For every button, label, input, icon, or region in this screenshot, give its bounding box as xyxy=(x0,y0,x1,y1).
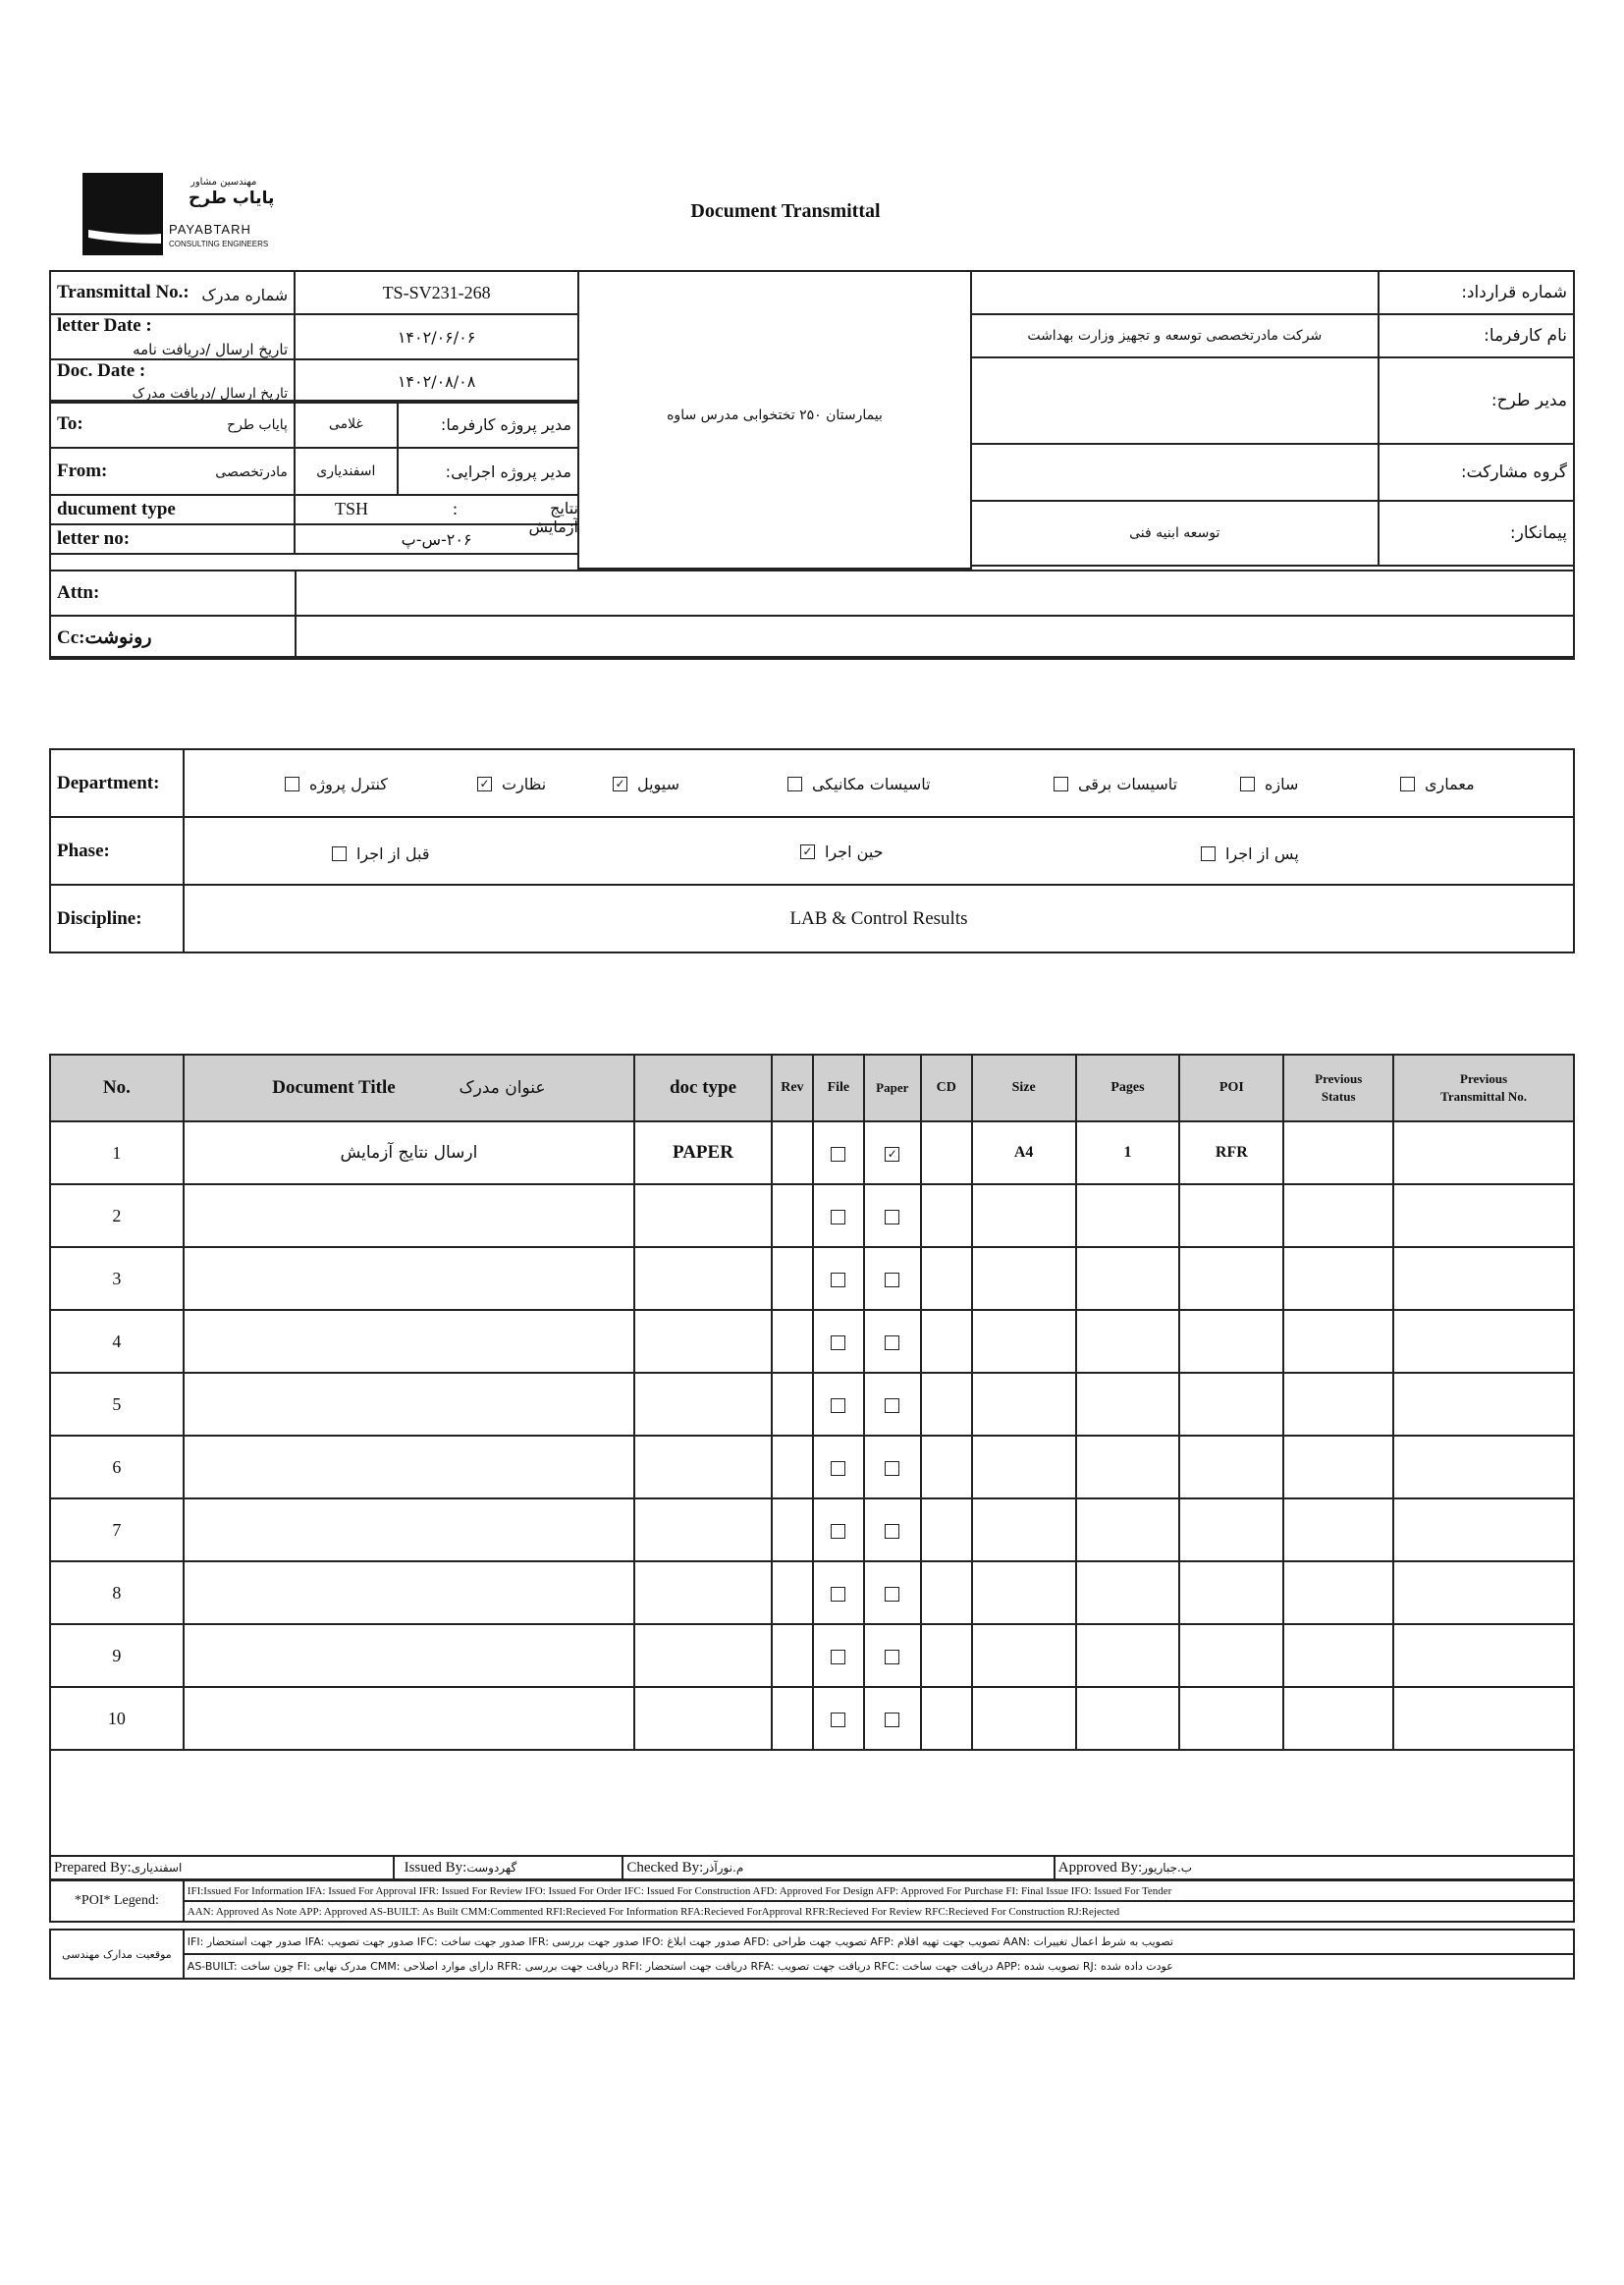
row-prev-transmittal xyxy=(1393,1687,1574,1750)
dept-option-label: تاسیسات مکانیکی xyxy=(811,774,931,793)
employer-manager-value: غلامی xyxy=(295,401,398,448)
table-row xyxy=(50,1436,1574,1498)
checkbox-checked-icon[interactable]: ✓ xyxy=(885,1147,899,1162)
row-title xyxy=(184,1624,634,1687)
partnership-value xyxy=(971,444,1379,501)
phase-label: Phase: xyxy=(50,817,184,885)
row-pages xyxy=(1076,1687,1180,1750)
row-poi xyxy=(1179,1310,1283,1373)
approved-by-value: ب.جباریور xyxy=(1142,1860,1193,1875)
checked-by-cell xyxy=(623,1856,1054,1879)
row-title: ارسال نتایج آزمایش xyxy=(184,1121,634,1184)
doc-type-code: TSH xyxy=(335,499,369,518)
row-rev xyxy=(772,1561,813,1624)
poi-legend-line1: IFI:Issued For Information IFA: Issued For Approval IFR: Issued For Review IFO: Issued For Order IFC: Issued For Construction AFD: Approved For Design AFP: Approved For Purchase FI: Final Issue IFO: Issued For Tender xyxy=(184,1880,1574,1901)
to-label: To: xyxy=(57,413,83,434)
row-size xyxy=(972,1498,1076,1561)
checkbox-icon[interactable] xyxy=(831,1398,845,1413)
row-paper xyxy=(864,1247,921,1310)
col-header-prev-status-1: Previous xyxy=(1315,1071,1363,1086)
row-prev-transmittal xyxy=(1393,1436,1574,1498)
row-paper xyxy=(864,1373,921,1436)
table-row xyxy=(50,1121,1574,1184)
checkbox-icon[interactable] xyxy=(1240,777,1255,791)
doc-type-cell xyxy=(295,495,578,536)
employer-label: نام کارفرما: xyxy=(1379,314,1574,357)
col-header-prev-status-2: Status xyxy=(1321,1089,1356,1104)
row-doc-type xyxy=(634,1373,772,1436)
contract-no-value xyxy=(971,271,1379,314)
row-prev-status xyxy=(1283,1624,1393,1687)
checkbox-icon[interactable] xyxy=(885,1713,899,1727)
signatures-table xyxy=(49,1855,1575,1880)
transmittal-no-value: TS-SV231-268 xyxy=(295,271,578,314)
row-paper xyxy=(864,1561,921,1624)
doc-date-label-en: Doc. Date : xyxy=(57,360,146,381)
row-paper xyxy=(864,1624,921,1687)
prepared-by-label: Prepared By: xyxy=(54,1859,132,1876)
row-prev-transmittal xyxy=(1393,1121,1574,1184)
transmittal-label-fa: شماره مدرک xyxy=(201,285,289,304)
checkbox-icon[interactable] xyxy=(831,1587,845,1602)
row-no: 7 xyxy=(50,1498,184,1561)
col-header-title-en: Document Title xyxy=(272,1077,396,1098)
row-poi xyxy=(1179,1687,1283,1750)
transmittal-no-label xyxy=(50,271,295,314)
table-row xyxy=(50,1498,1574,1561)
attn-value[interactable] xyxy=(296,571,1574,616)
col-header-pages: Pages xyxy=(1076,1055,1180,1121)
employer-value: شرکت مادرتخصصی توسعه و تجهیز وزارت بهداشت xyxy=(971,314,1379,357)
dept-option-supervision[interactable] xyxy=(477,750,546,817)
logo-sub: CONSULTING ENGINEERS xyxy=(169,240,269,248)
dept-option-mechanical[interactable] xyxy=(787,750,931,817)
row-rev xyxy=(772,1624,813,1687)
letter-no-value: ۲۰۶-س-پ xyxy=(295,524,578,554)
contract-no-label: شماره قرارداد: xyxy=(1379,271,1574,314)
design-manager-value xyxy=(971,357,1379,444)
row-pages xyxy=(1076,1561,1180,1624)
row-title xyxy=(184,1498,634,1561)
col-header-prev-trans-2: Transmittal No. xyxy=(1440,1089,1528,1104)
col-header-poi: POI xyxy=(1179,1055,1283,1121)
row-prev-transmittal xyxy=(1393,1310,1574,1373)
exec-manager-label: مدیر پروژه اجرایی: xyxy=(398,448,578,495)
info-right-table xyxy=(970,270,1575,567)
logo-mark-icon xyxy=(82,173,163,255)
row-cd xyxy=(921,1436,972,1498)
legend-table xyxy=(49,1879,1575,1980)
company-logo xyxy=(82,173,289,257)
row-prev-status xyxy=(1283,1247,1393,1310)
letter-date-label xyxy=(50,314,295,359)
dept-option-architecture[interactable] xyxy=(1400,750,1475,817)
row-file xyxy=(813,1624,864,1687)
remarks-area xyxy=(49,1746,1575,1857)
checkbox-icon[interactable] xyxy=(831,1210,845,1224)
row-pages xyxy=(1076,1184,1180,1247)
phase-option-label: قبل از اجرا xyxy=(355,843,430,863)
dept-option-label: نظارت xyxy=(501,774,547,793)
poi-legend-line2: AAN: Approved As Note APP: Approved AS-BUILT: As Built CMM:Commented RFI:Recieved For Information RFA:Recieved ForApproval RFR:Recieved For Review RFC:Recieved For Construction RJ:Rejected xyxy=(184,1901,1574,1922)
row-prev-transmittal xyxy=(1393,1373,1574,1436)
row-cd xyxy=(921,1247,972,1310)
doc-date-label-fa: تاریخ ارسال /دریافت مدرک xyxy=(132,386,289,402)
legend-spacer xyxy=(50,1922,1574,1930)
checkbox-checked-icon[interactable]: ✓ xyxy=(800,844,815,859)
logo-fa-line1: مهندسین مشاور xyxy=(190,177,257,188)
col-header-rev: Rev xyxy=(772,1055,813,1121)
row-prev-transmittal xyxy=(1393,1561,1574,1624)
col-header-paper: Paper xyxy=(864,1055,921,1121)
row-file xyxy=(813,1561,864,1624)
dept-option-civil[interactable] xyxy=(613,750,679,817)
row-no: 5 xyxy=(50,1373,184,1436)
col-header-no: No. xyxy=(50,1055,184,1121)
checkbox-icon[interactable] xyxy=(1201,846,1216,861)
row-rev xyxy=(772,1310,813,1373)
dept-option-structure[interactable] xyxy=(1240,750,1298,817)
row-cd xyxy=(921,1561,972,1624)
table-row xyxy=(50,1624,1574,1687)
info-doctype-table xyxy=(49,494,579,555)
col-header-size: Size xyxy=(972,1055,1076,1121)
row-cd xyxy=(921,1624,972,1687)
doc-type-value: نتایج آزمایش xyxy=(528,499,578,536)
checkbox-icon[interactable] xyxy=(787,777,802,791)
from-cell xyxy=(50,448,295,495)
row-prev-status xyxy=(1283,1561,1393,1624)
transmittal-label-en: Transmittal No.: xyxy=(57,281,189,302)
row-size xyxy=(972,1247,1076,1310)
phase-option-label: حین اجرا xyxy=(824,842,884,861)
discipline-label: Discipline: xyxy=(50,885,184,952)
doc-date-value: ۱۴۰۲/۰۸/۰۸ xyxy=(295,359,578,403)
row-doc-type xyxy=(634,1247,772,1310)
dept-option-label: سازه xyxy=(1264,774,1299,793)
row-paper xyxy=(864,1687,921,1750)
row-prev-status xyxy=(1283,1687,1393,1750)
row-no: 6 xyxy=(50,1436,184,1498)
row-paper xyxy=(864,1184,921,1247)
letter-no-label: letter no: xyxy=(50,524,295,554)
project-name: بیمارستان ۲۵۰ تختخوابی مدرس ساوه xyxy=(667,408,883,423)
info-to-from-table xyxy=(49,400,579,496)
table-row xyxy=(50,1561,1574,1624)
row-doc-type xyxy=(634,1687,772,1750)
checkbox-icon[interactable] xyxy=(885,1461,899,1476)
classification-table xyxy=(49,748,1575,953)
checkbox-icon[interactable] xyxy=(831,1335,845,1350)
row-no: 8 xyxy=(50,1561,184,1624)
row-size xyxy=(972,1687,1076,1750)
attn-label: Attn: xyxy=(50,571,296,616)
checkbox-icon[interactable] xyxy=(831,1650,845,1664)
col-header-prev-status xyxy=(1283,1055,1393,1121)
row-pages: 1 xyxy=(1076,1121,1180,1184)
row-size xyxy=(972,1624,1076,1687)
row-poi xyxy=(1179,1498,1283,1561)
row-doc-type xyxy=(634,1184,772,1247)
row-pages xyxy=(1076,1310,1180,1373)
row-doc-type xyxy=(634,1498,772,1561)
dept-option-label: تاسیسات برقی xyxy=(1077,774,1178,793)
row-doc-type xyxy=(634,1561,772,1624)
row-cd xyxy=(921,1310,972,1373)
checkbox-icon[interactable] xyxy=(831,1461,845,1476)
col-header-file: File xyxy=(813,1055,864,1121)
discipline-value: LAB & Control Results xyxy=(184,885,1574,952)
checkbox-icon[interactable] xyxy=(885,1273,899,1287)
table-row xyxy=(50,1184,1574,1247)
row-title xyxy=(184,1310,634,1373)
row-paper xyxy=(864,1498,921,1561)
row-cd xyxy=(921,1373,972,1436)
employer-manager-label: مدیر پروژه کارفرما: xyxy=(398,401,578,448)
row-prev-status xyxy=(1283,1121,1393,1184)
dept-option-project-control[interactable] xyxy=(285,750,388,817)
checkbox-icon[interactable] xyxy=(332,846,347,861)
row-no: 10 xyxy=(50,1687,184,1750)
row-title xyxy=(184,1687,634,1750)
checked-by-value: م.نورآذر xyxy=(703,1860,744,1875)
exec-manager-value: اسفندیاری xyxy=(295,448,398,495)
page-title: Document Transmittal xyxy=(690,200,881,222)
contractor-value: توسعه ابنیه فنی xyxy=(971,501,1379,566)
to-value: پایاب طرح xyxy=(227,417,288,433)
checkbox-icon[interactable] xyxy=(1054,777,1068,791)
col-header-doc-type: doc type xyxy=(634,1055,772,1121)
checkbox-icon[interactable] xyxy=(885,1335,899,1350)
row-rev xyxy=(772,1498,813,1561)
letter-date-label-fa: تاریخ ارسال /دریافت نامه xyxy=(133,341,289,358)
row-size xyxy=(972,1310,1076,1373)
table-row xyxy=(50,1373,1574,1436)
row-title xyxy=(184,1373,634,1436)
row-rev xyxy=(772,1184,813,1247)
logo-en: PAYABTARH xyxy=(169,222,251,237)
row-file xyxy=(813,1121,864,1184)
phase-options xyxy=(184,817,1574,885)
checkbox-checked-icon[interactable]: ✓ xyxy=(477,777,492,791)
approved-by-cell xyxy=(1055,1856,1574,1879)
row-cd xyxy=(921,1121,972,1184)
logo-fa-line2: پایاب طرح xyxy=(189,189,275,208)
col-header-title-fa: عنوان مدرک xyxy=(459,1078,546,1098)
row-file xyxy=(813,1687,864,1750)
info-left-table xyxy=(49,270,579,404)
documents-table xyxy=(49,1054,1575,1751)
poi-legend-label: *POI* Legend: xyxy=(50,1880,184,1922)
row-file xyxy=(813,1247,864,1310)
row-paper xyxy=(864,1436,921,1498)
phase-option-after[interactable] xyxy=(1201,820,1299,887)
dept-option-electrical[interactable] xyxy=(1054,750,1177,817)
doc-date-label xyxy=(50,359,295,403)
row-prev-status xyxy=(1283,1184,1393,1247)
department-label: Department: xyxy=(50,749,184,817)
row-rev xyxy=(772,1247,813,1310)
letter-date-value: ۱۴۰۲/۰۶/۰۶ xyxy=(295,314,578,359)
row-pages xyxy=(1076,1247,1180,1310)
fa-legend-line2: AS-BUILT: چون ساخت FI: مدرک نهایی CMM: دارای موارد اصلاحی RFR: دریافت جهت بررسی RFI: دریافت جهت استحضار RFA: دریافت جهت تصویب RFC: دریافت جهت ساخت APP: تصویب شده RJ: عودت داده شده xyxy=(184,1954,1574,1979)
checkbox-icon[interactable] xyxy=(1400,777,1415,791)
col-header-prev-trans-1: Previous xyxy=(1460,1071,1508,1086)
phase-option-during[interactable] xyxy=(800,818,884,885)
row-file xyxy=(813,1373,864,1436)
row-cd xyxy=(921,1184,972,1247)
design-manager-label: مدیر طرح: xyxy=(1379,357,1574,444)
row-poi: RFR xyxy=(1179,1121,1283,1184)
row-title xyxy=(184,1561,634,1624)
checkbox-checked-icon[interactable]: ✓ xyxy=(613,777,627,791)
dept-option-label: سیویل xyxy=(636,774,680,793)
row-pages xyxy=(1076,1624,1180,1687)
row-title xyxy=(184,1436,634,1498)
row-file xyxy=(813,1498,864,1561)
approved-by-label: Approved By: xyxy=(1057,1859,1143,1876)
checkbox-icon[interactable] xyxy=(285,777,299,791)
phase-option-label: پس از اجرا xyxy=(1224,843,1299,863)
col-header-cd: CD xyxy=(921,1055,972,1121)
project-name-cell xyxy=(577,270,972,570)
row-rev xyxy=(772,1373,813,1436)
row-rev xyxy=(772,1436,813,1498)
dept-option-label: معماری xyxy=(1424,774,1475,793)
row-file xyxy=(813,1184,864,1247)
checkbox-icon[interactable] xyxy=(885,1650,899,1664)
fa-legend-line1: IFI: صدور جهت استحضار IFA: صدور جهت تصویب IFC: صدور جهت ساخت IFR: صدور جهت بررسی IFO: صدور جهت ابلاغ AFD: تصویب جهت طراحی AFP: تصویب جهت تهیه اقلام AAN: تصویب به شرط اعمال تغییرات xyxy=(184,1930,1574,1954)
row-cd xyxy=(921,1498,972,1561)
attn-cc-table xyxy=(49,570,1575,660)
row-file xyxy=(813,1436,864,1498)
row-size xyxy=(972,1373,1076,1436)
row-no: 2 xyxy=(50,1184,184,1247)
checkbox-icon[interactable] xyxy=(831,1273,845,1287)
letter-date-label-en: letter Date : xyxy=(57,315,152,336)
row-rev xyxy=(772,1687,813,1750)
row-prev-transmittal xyxy=(1393,1247,1574,1310)
checkbox-icon[interactable] xyxy=(831,1524,845,1539)
checkbox-icon[interactable] xyxy=(885,1398,899,1413)
to-cell xyxy=(50,401,295,448)
row-doc-type: PAPER xyxy=(634,1121,772,1184)
cc-value[interactable] xyxy=(296,616,1574,659)
row-poi xyxy=(1179,1373,1283,1436)
checkbox-icon[interactable] xyxy=(885,1524,899,1539)
row-size xyxy=(972,1184,1076,1247)
row-prev-status xyxy=(1283,1373,1393,1436)
row-paper xyxy=(864,1121,921,1184)
row-title xyxy=(184,1247,634,1310)
row-size: A4 xyxy=(972,1121,1076,1184)
contractor-label: پیمانکار: xyxy=(1379,501,1574,566)
row-no: 1 xyxy=(50,1121,184,1184)
table-row xyxy=(50,1247,1574,1310)
row-pages xyxy=(1076,1498,1180,1561)
prepared-by-value: اسفندیاری xyxy=(131,1860,183,1875)
row-size xyxy=(972,1436,1076,1498)
doc-type-label: ducument type xyxy=(50,495,295,524)
row-title xyxy=(184,1184,634,1247)
row-prev-transmittal xyxy=(1393,1498,1574,1561)
row-pages xyxy=(1076,1373,1180,1436)
table-header-row xyxy=(50,1055,1574,1121)
table-row xyxy=(50,1310,1574,1373)
cc-label: Cc:رونوشت xyxy=(50,616,296,659)
row-prev-transmittal xyxy=(1393,1624,1574,1687)
doc-type-sep: : xyxy=(453,499,459,518)
checkbox-icon[interactable] xyxy=(885,1210,899,1224)
row-prev-status xyxy=(1283,1436,1393,1498)
issued-by-label: Issued By: xyxy=(404,1859,467,1876)
dept-option-label: کنترل پروژه xyxy=(308,774,388,793)
issued-by-cell xyxy=(394,1856,623,1879)
partnership-label: گروه مشارکت: xyxy=(1379,444,1574,501)
row-cd xyxy=(921,1687,972,1750)
from-label: From: xyxy=(57,461,108,481)
table-row xyxy=(50,1687,1574,1750)
row-rev xyxy=(772,1121,813,1184)
row-pages xyxy=(1076,1436,1180,1498)
prepared-by-cell xyxy=(50,1856,394,1879)
phase-option-before[interactable] xyxy=(332,820,430,887)
row-prev-status xyxy=(1283,1310,1393,1373)
fa-legend-label: موقعیت مدارک مهندسی xyxy=(50,1930,184,1979)
row-prev-transmittal xyxy=(1393,1184,1574,1247)
col-header-title xyxy=(184,1055,634,1121)
from-value: مادرتخصصی xyxy=(215,464,288,480)
row-poi xyxy=(1179,1624,1283,1687)
checked-by-label: Checked By: xyxy=(626,1859,704,1876)
row-poi xyxy=(1179,1561,1283,1624)
checkbox-icon[interactable] xyxy=(831,1147,845,1162)
checkbox-icon[interactable] xyxy=(885,1587,899,1602)
row-no: 4 xyxy=(50,1310,184,1373)
row-poi xyxy=(1179,1436,1283,1498)
row-file xyxy=(813,1310,864,1373)
row-no: 3 xyxy=(50,1247,184,1310)
department-options xyxy=(184,749,1574,817)
checkbox-icon[interactable] xyxy=(831,1713,845,1727)
row-doc-type xyxy=(634,1310,772,1373)
issued-by-value: گهردوست xyxy=(466,1860,517,1875)
row-doc-type xyxy=(634,1436,772,1498)
row-poi xyxy=(1179,1184,1283,1247)
col-header-prev-transmittal xyxy=(1393,1055,1574,1121)
row-poi xyxy=(1179,1247,1283,1310)
row-prev-status xyxy=(1283,1498,1393,1561)
row-paper xyxy=(864,1310,921,1373)
row-no: 9 xyxy=(50,1624,184,1687)
row-size xyxy=(972,1561,1076,1624)
row-doc-type xyxy=(634,1624,772,1687)
